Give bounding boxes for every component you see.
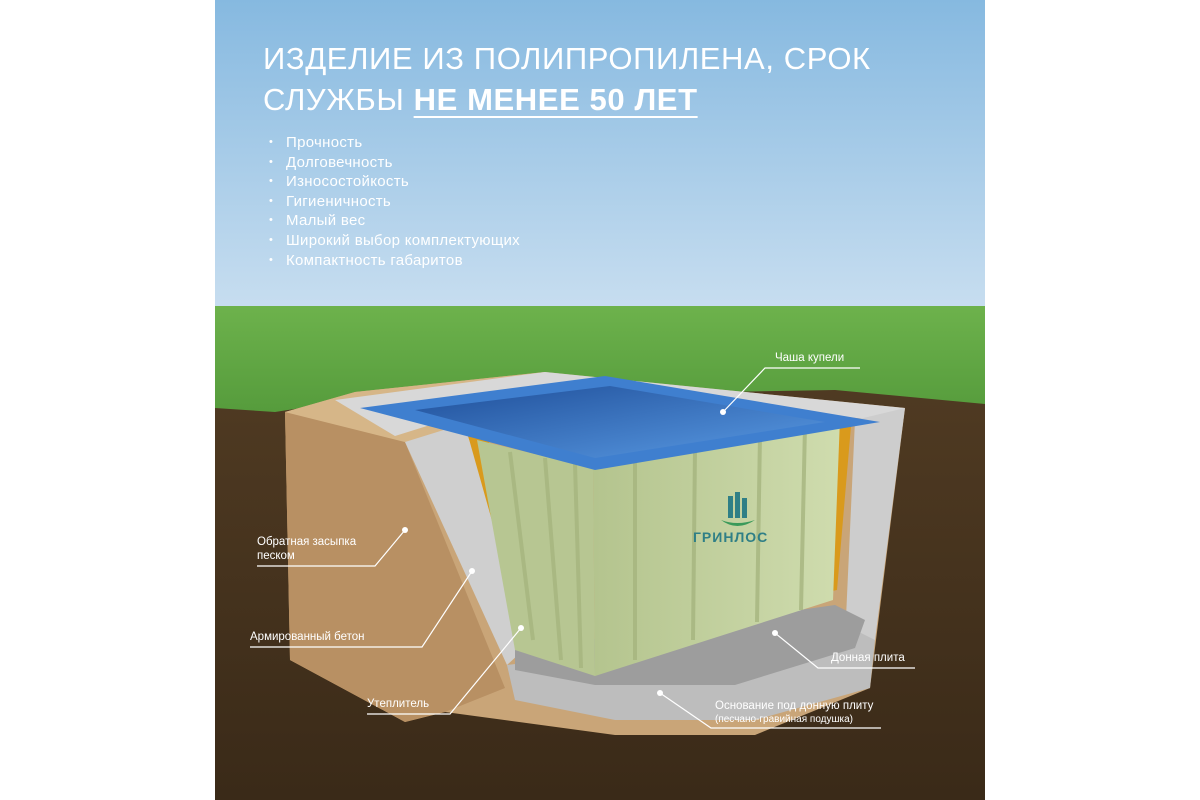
headline-line1: ИЗДЕЛИЕ ИЗ ПОЛИПРОПИЛЕНА, СРОК [263, 41, 871, 76]
callout-bowl-label: Чаша купели [775, 352, 845, 364]
callout-base-label-line1: Основание под донную плиту [715, 700, 874, 712]
brand-name: ГРИНЛОС [693, 529, 769, 545]
benefit-item: • Широкий выбор комплектующих [269, 231, 520, 251]
callout-backfill-label-line2: песком [257, 550, 295, 562]
headline-line2-plain: СЛУЖБЫ [263, 82, 405, 117]
callout-concrete-label: Армированный бетон [250, 631, 365, 643]
callout-insulation-label: Утеплитель [367, 698, 430, 710]
benefits-list [269, 133, 520, 270]
benefit-item: • Компактность габаритов [269, 251, 520, 271]
headline-accent: НЕ МЕНЕЕ 50 ЛЕТ [413, 82, 698, 117]
infographic-panel [215, 0, 985, 800]
benefit-item: • Износостойкость [269, 172, 520, 192]
callout-bottom-slab-label: Донная плита [831, 652, 905, 664]
pool-cross-section-illustration [215, 0, 985, 800]
callout-backfill-label-line1: Обратная засыпка [257, 536, 357, 548]
benefit-item: • Долговечность [269, 153, 520, 173]
benefit-item: • Малый вес [269, 211, 520, 231]
benefit-item: • Прочность [269, 133, 520, 153]
callout-base-label-line2: (песчано-гравийная подушка) [715, 714, 854, 725]
benefit-item: • Гигиеничность [269, 192, 520, 212]
headline [263, 38, 963, 120]
